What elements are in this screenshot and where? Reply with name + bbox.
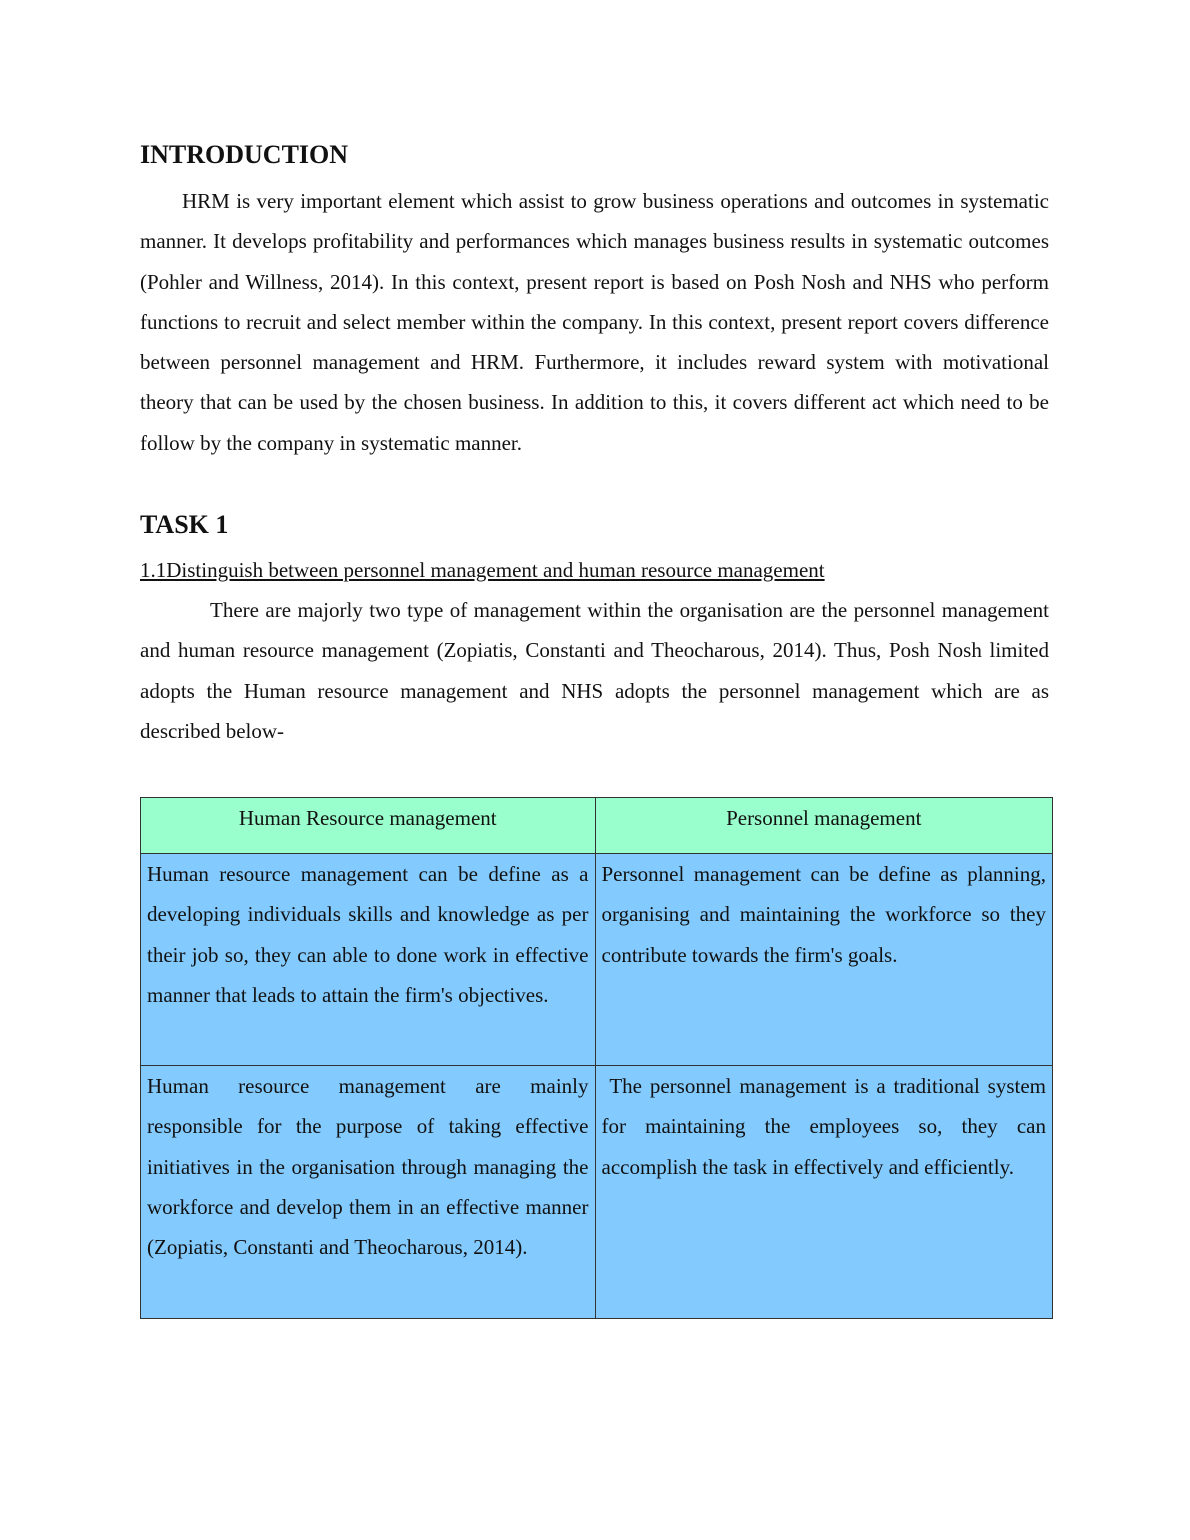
cell-personnel: The personnel management is a traditional system for maintaining the employees so, they can accomplish the task in effectively and efficiently. — [595, 1066, 1053, 1319]
cell-hrm: Human resource management can be define as a developing individuals skills and knowledge as per their job so, they can able to done work in effective manner that leads to attain the firm's objectives. — [141, 854, 596, 1066]
task1-subheading: 1.1Distinguish between personnel management and human resource management — [140, 558, 825, 582]
header-hrm: Human Resource management — [141, 798, 596, 854]
table-header-row — [141, 798, 1053, 854]
task1-paragraph: There are majorly two type of management within the organisation are the personnel management and human resource management (Zopiatis, Constanti and Theocharous, 2014). Thus, Posh Nosh limited adopts the Human resource management and NHS adopts the personnel management which are as described below- — [140, 598, 1049, 743]
cell-hrm: Human resource management are mainly responsible for the purpose of taking effective initiatives in the organisation through managing the workforce and develop them in an effective manner (Zopiatis, Constanti and Theocharous, 2014). — [141, 1066, 596, 1319]
introduction-heading: INTRODUCTION — [140, 140, 349, 169]
comparison-table — [140, 797, 1053, 1319]
task1-heading: TASK 1 — [140, 510, 229, 539]
table-row — [141, 1066, 1053, 1319]
header-personnel: Personnel management — [595, 798, 1053, 854]
cell-personnel: Personnel management can be define as planning, organising and maintaining the workforce so they contribute towards the firm's goals. — [595, 854, 1053, 1066]
introduction-paragraph: HRM is very important element which assist to grow business operations and outcomes in systematic manner. It develops profitability and performances which manages business results in systematic outcomes (Pohler and Willness, 2014). In this context, present report is based on Posh Nosh and NHS who perform functions to recruit and select member within the company. In this context, present report covers difference between personnel management and HRM. Furthermore, it includes reward system with motivational theory that can be used by the chosen business. In addition to this, it covers different act which need to be follow by the company in systematic manner. — [140, 189, 1049, 455]
table-row — [141, 854, 1053, 1066]
